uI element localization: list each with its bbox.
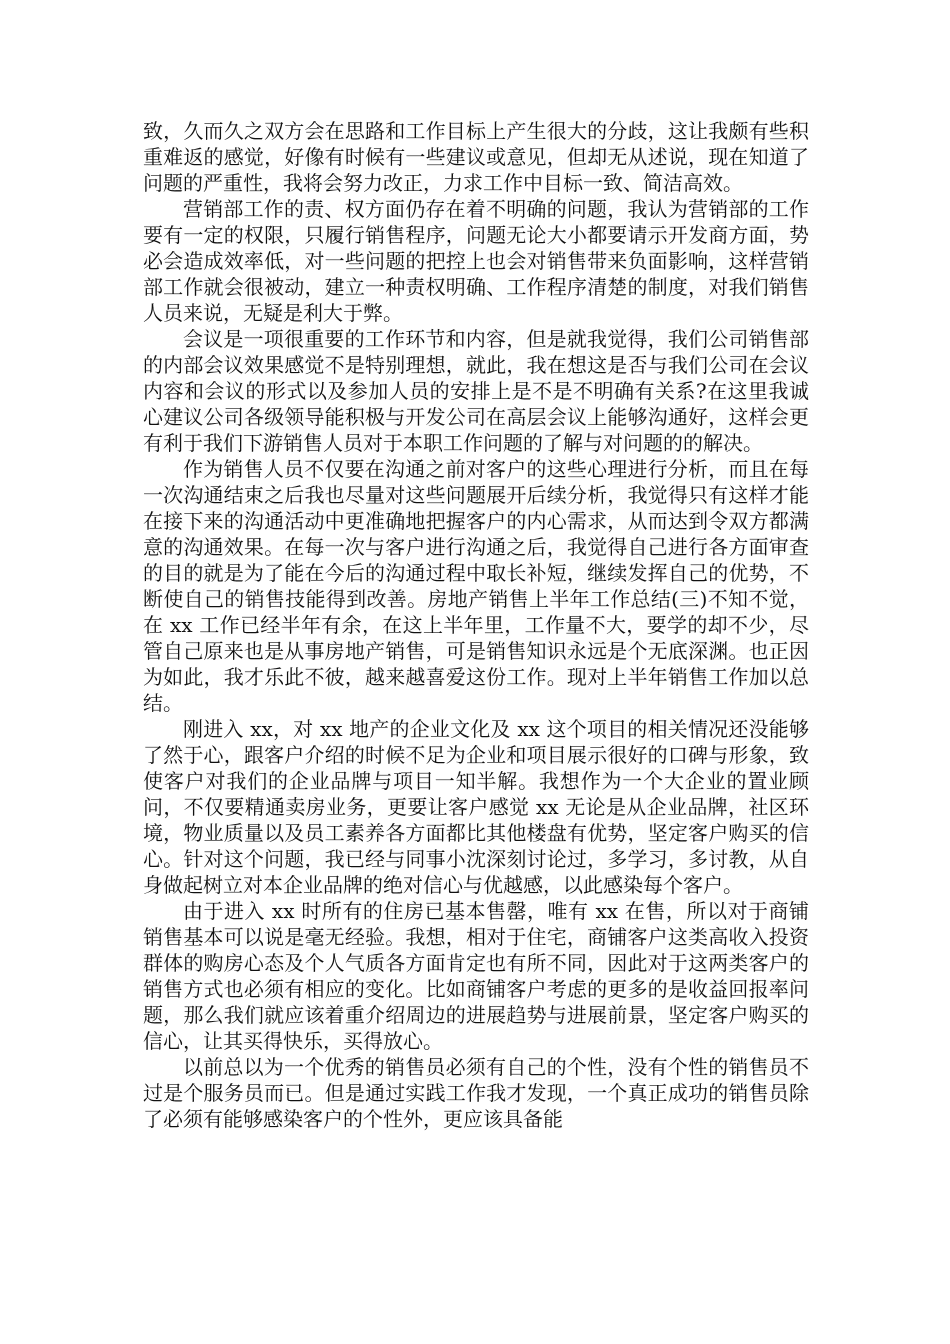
paragraph-shop-sales: 由于进入 xx 时所有的住房已基本售罄，唯有 xx 在售，所以对于商铺销售基本可以说是毫无经验。我想，相对于住宅，商铺客户这类高收入投资群体的购房心态及个人气质各方面肯定也有所不同，因此对于这两类客户的销售方式也必须有相应的变化。比如商铺客户考虑的更多的是收益回报率问题，那么我们就应该着重介绍周边的进展趋势与进展前景，坚定客户购买的信心，让其买得快乐，买得放心。 [143,899,809,1053]
paragraph-company-culture: 刚进入 xx，对 xx 地产的企业文化及 xx 这个项目的相关情况还没能够了然于心，跟客户介绍的时候不足为企业和项目展示很好的口碑与形象，致使客户对我们的企业品牌与项目一知半解。我想作为一个大企业的置业顾问，不仅要精通卖房业务，更要让客户感觉 xx 无论是从企业品牌，社区环境，物业质量以及员工素养各方面都比其他楼盘有优势，坚定客户购买的信心。针对这个问题，我已经与同事小沈深刻讨论过，多学习，多讨教，从自身做起树立对本企业品牌的绝对信心与优越感，以此感染每个客户。 [143,717,809,897]
paragraph-marketing-authority: 营销部工作的责、权方面仍存在着不明确的问题，我认为营销部的工作要有一定的权限，只履行销售程序，问题无论大小都要请示开发商方面，势必会造成效率低，对一些问题的把控上也会对销售带来负面影响，这样营销部工作就会很被动，建立一种责权明确、工作程序清楚的制度，对我们销售人员来说，无疑是利大于弊。 [143,197,809,325]
paragraph-salesperson-personality: 以前总以为一个优秀的销售员必须有自己的个性，没有个性的销售员不过是个服务员而已。但是通过实践工作我才发现，一个真正成功的销售员除了必须有能够感染客户的个性外，更应该具备能 [143,1055,809,1131]
paragraph-meetings: 会议是一项很重要的工作环节和内容，但是就我觉得，我们公司销售部的内部会议效果感觉不是特别理想，就此，我在想这是否与我们公司在会议内容和会议的形式以及参加人员的安排上是不是不明确有关系?在这里我诚心建议公司各级领导能积极与开发公司在高层会议上能够沟通好，这样会更有利于我们下游销售人员对于本职工作问题的了解与对问题的的解决。 [143,327,809,455]
paragraph-communication-analysis: 作为销售人员不仅要在沟通之前对客户的这些心理进行分析，而且在每一次沟通结束之后我也尽量对这些问题展开后续分析，我觉得只有这样才能在接下来的沟通活动中更准确地把握客户的内心需求，从而达到令双方都满意的沟通效果。在每一次与客户进行沟通之后，我觉得自己进行各方面审查的目的就是为了能在今后的沟通过程中取长补短，继续发挥自己的优势，不断使自己的销售技能得到改善。房地产销售上半年工作总结(三)不知不觉，在 xx 工作已经半年有余，在这上半年里，工作量不大，要学的却不少，尽管自己原来也是从事房地产销售，可是销售知识永远是个无底深渊。也正因为如此，我才乐此不彼，越来越喜爱这份工作。现对上半年销售工作加以总结。 [143,457,809,715]
document-page [143,118,809,1132]
paragraph-continuation: 致，久而久之双方会在思路和工作目标上产生很大的分歧，这让我颇有些积重难返的感觉，好像有时候有一些建议或意见，但却无从述说，现在知道了问题的严重性，我将会努力改正，力求工作中目标一致、简洁高效。 [143,119,809,195]
